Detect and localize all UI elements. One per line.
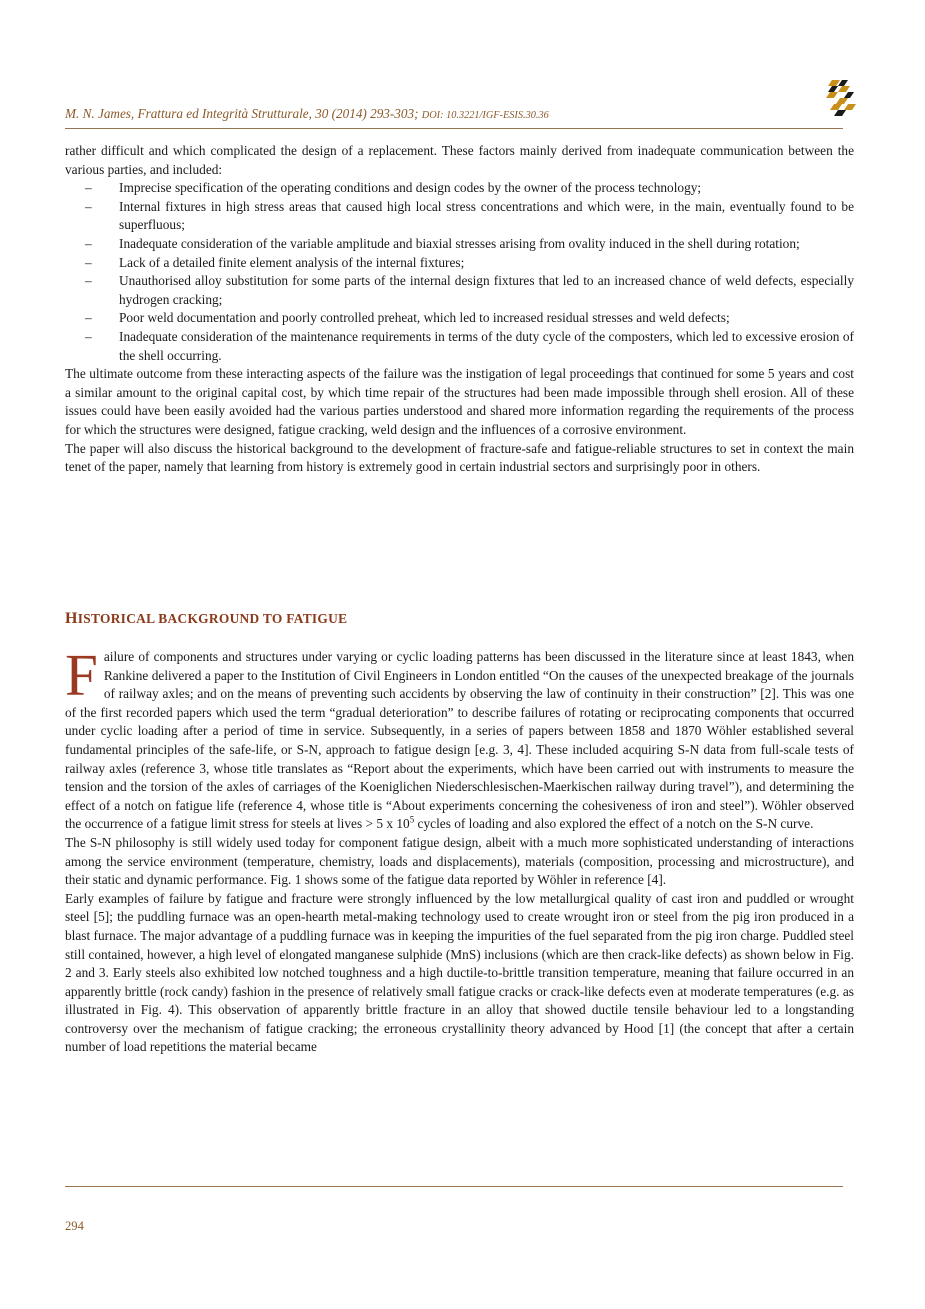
factors-list	[65, 179, 854, 365]
dash-bullet: –	[85, 310, 92, 326]
list-item	[65, 309, 854, 328]
dash-bullet: –	[85, 254, 92, 270]
section-heading-initial: H	[65, 610, 78, 627]
body-text-top	[65, 142, 854, 477]
list-item-text: Lack of a detailed finite element analysis of the internal fixtures;	[119, 254, 465, 270]
list-item	[65, 254, 854, 273]
dash-bullet: –	[85, 328, 92, 344]
list-item	[65, 272, 854, 309]
history-paragraph-3: Early examples of failure by fatigue and fracture were strongly influenced by the low metallurgical quality of cast iron and puddled or wrought steel [5]; the puddling furnace was an open-hearth metal-making technology used to create wrought iron or steel from the pig iron produced in a blast furnace. The major advantage of a puddling furnace was in keeping the impurities of the fuel separated from the pig iron charge. Puddled steel still contained, however, a high level of elongated manganese sulphide (MnS) inclusions (which are then crack-like defects) as shown below in Fig. 2 and 3. Early steels also exhibited low notched toughness and a high ductile-to-brittle transition temperature, meaning that failure occurred in an apparently brittle (rock candy) fashion in the presence of relatively small fatigue cracks or crack-like defects even at moderate temperatures (e.g. as illustrated in Fig. 4). This observation of apparently brittle fracture in an alloy that showed ductile tensile behaviour led to a longstanding controversy over the mechanism of fatigue cracking; the erroneous crystallinity theory advanced by Hood [1] (the concept that after a certain number of load repetitions the material became	[65, 890, 854, 1055]
history-paragraph-1	[65, 642, 854, 834]
history-p1-text: ailure of components and structures under varying or cyclic loading patterns has been discussed in the literature since at least 1843, when Rankine delivered a paper to the Institution of Civil Engineers in London entitled “On the causes of the unexpected breakage of the journals of railway axles; and on the means of preventing such accidents by observing the law of continuity in their construction” [2]. This was one of the first recorded papers which used the term “gradual deterioration” to describe failures of rotating or reciprocating components that occurred under cyclic loading after a period of time in service. Subsequently, in a series of papers between 1858 and 1870 Wöhler established several fundamental principles of the safe-life, or S-N, approach to fatigue design [e.g. 3, 4]. These included acquiring S-N data from full-scale tests of railway axles (reference 3, whose title translates as “Report about the experiments, which have been carried out with instruments to measure the tension and the torsion of the axles of carriages of the Koeniglichen Niederschlesischen-Maerkischen railway during travel”), and determining the effect of a notch on fatigue life (reference 4, whose title is “About experiments concerning the cohesiveness of iron and steel”). Wöhler observed the occurrence of a fatigue limit stress for steels at lives > 5 x 10	[65, 649, 854, 832]
list-item	[65, 198, 854, 235]
list-item-text: Unauthorised alloy substitution for some parts of the internal design fixtures that led to an increased chance of weld defects, especially hydrogen cracking;	[119, 273, 854, 307]
list-item-text: Internal fixtures in high stress areas that caused high local stress concentrations and which were, in the main, eventually found to be superfluous;	[119, 198, 854, 233]
page-number: 294	[65, 1219, 84, 1233]
running-header	[65, 104, 855, 128]
drop-cap: F	[65, 642, 98, 708]
dash-bullet: –	[85, 180, 92, 196]
body-text-history	[65, 642, 854, 1057]
dash-bullet: –	[85, 198, 92, 214]
history-p1-tail: cycles of loading and also explored the effect of a notch on the S-N curve.	[414, 816, 814, 832]
list-item	[65, 179, 854, 198]
history-paragraph-2: The S-N philosophy is still widely used today for component fatigue design, albeit with a much more sophisticated understanding of interactions among the service environment (temperature, chemistry, loads and displacements), materials (composition, processing and microstructure), and their static and dynamic performance. Fig. 1 shows some of the fatigue data reported by Wöhler in reference [4].	[65, 834, 854, 888]
header-citation	[65, 106, 549, 122]
dash-bullet: –	[85, 235, 92, 251]
section-heading-rest: ISTORICAL BACKGROUND TO FATIGUE	[77, 611, 348, 626]
paper-paragraph: The paper will also discuss the historical background to the development of fracture-safe and fatigue-reliable structures to set in context the main tenet of the paper, namely that learning from history is extremely good in certain industrial sectors and surprisingly poor in others.	[65, 440, 854, 475]
intro-paragraph: rather difficult and which complicated the design of a replacement. These factors mainly derived from inadequate communication between the various parties, and included:	[65, 143, 854, 177]
list-item-text: Inadequate consideration of the maintenance requirements in terms of the duty cycle of the composters, which led to excessive erosion of the shell occurring.	[119, 328, 854, 363]
citation-text: M. N. James, Frattura ed Integrità Strutturale, 30 (2014) 293-303;	[65, 106, 422, 121]
list-item-text: Imprecise specification of the operating conditions and design codes by the owner of the process technology;	[119, 180, 702, 196]
list-item-text: Poor weld documentation and poorly controlled preheat, which led to increased residual stresses and weld defects;	[119, 310, 730, 326]
dash-bullet: –	[85, 273, 92, 289]
list-item	[65, 235, 854, 254]
section-heading	[65, 610, 347, 628]
list-item-text: Inadequate consideration of the variable amplitude and biaxial stresses arising from ovality induced in the shell during rotation;	[119, 235, 800, 251]
header-rule	[65, 128, 843, 129]
list-item	[65, 328, 854, 365]
journal-logo-icon	[826, 78, 856, 118]
footer-rule	[65, 1186, 843, 1187]
doi-text: DOI: 10.3221/IGF-ESIS.30.36	[421, 110, 549, 121]
superscript-exponent: 5	[409, 814, 415, 825]
outcome-paragraph: The ultimate outcome from these interacting aspects of the failure was the instigation of legal proceedings that continued for some 5 years and cost a similar amount to the original capital cost, by which time repair of the structures had been made impossible through shell erosion. All of these issues could have been easily avoided had the various parties understood and shared more information regarding the requirements of the process for which the structures were designed, fatigue cracking, weld design and the influences of a corrosive environment.	[65, 366, 854, 437]
